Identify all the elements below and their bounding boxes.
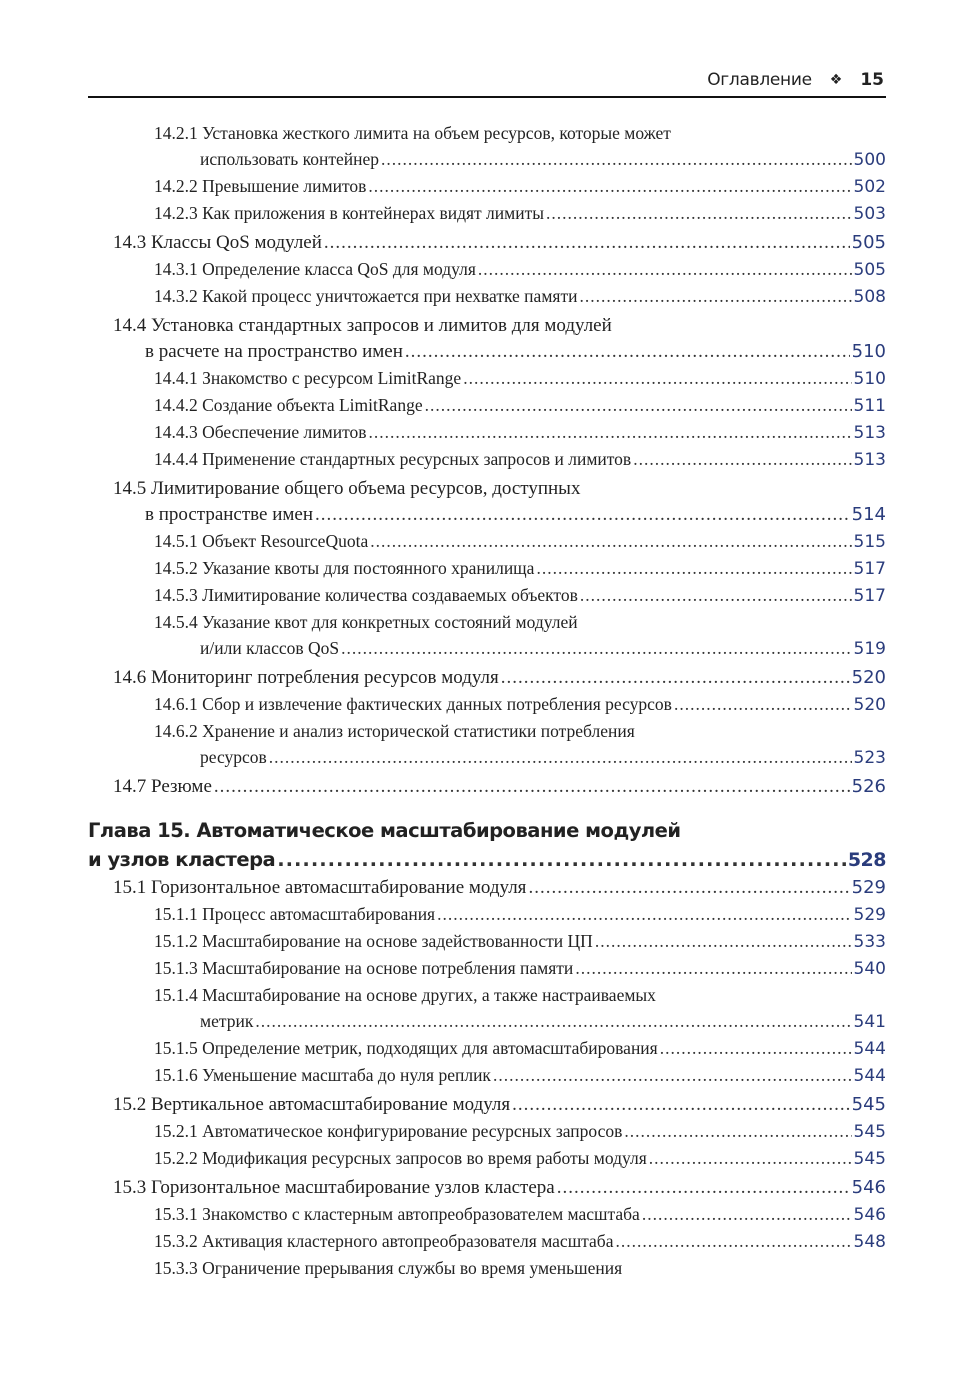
dot-leader xyxy=(501,665,850,691)
toc-entry-line xyxy=(113,1092,886,1118)
toc-page-number[interactable]: 503 xyxy=(853,204,886,224)
toc-page-number[interactable]: 533 xyxy=(853,932,886,952)
toc-entry-line xyxy=(154,528,886,555)
toc-subsection-entry[interactable] xyxy=(88,256,886,283)
toc-subsection-entry[interactable] xyxy=(88,1228,886,1255)
toc-subsection-entry[interactable] xyxy=(88,691,886,718)
toc-subsection-entry[interactable] xyxy=(88,173,886,200)
dot-leader xyxy=(579,283,851,309)
toc-section-entry[interactable] xyxy=(88,1175,886,1201)
toc-page-number[interactable]: 519 xyxy=(853,639,886,659)
four-diamond-ornament-icon: ❖ xyxy=(829,72,843,88)
toc-entry-title: Глава 15. Автоматическое масштабирование модулей xyxy=(88,819,681,842)
toc-entry-title: 14.4.1 Знакомство с ресурсом LimitRange xyxy=(154,368,462,388)
toc-entry-line xyxy=(154,365,886,392)
toc-subsection-entry[interactable] xyxy=(88,555,886,582)
toc-entry-line xyxy=(154,1118,886,1145)
toc-page-number[interactable]: 545 xyxy=(853,1149,886,1169)
dot-leader xyxy=(315,502,850,528)
toc-entry-title: 14.6.1 Сбор и извлечение фактических данных потребления ресурсов xyxy=(154,694,672,714)
toc-page-number[interactable]: 544 xyxy=(853,1066,886,1086)
toc-page-number[interactable]: 515 xyxy=(853,532,886,552)
toc-entry-title: 14.5 Лимитирование общего объема ресурсов, доступных xyxy=(113,478,581,499)
toc-page-number[interactable]: 526 xyxy=(851,776,886,797)
dot-leader xyxy=(255,1008,851,1034)
toc-page-number[interactable]: 510 xyxy=(853,369,886,389)
toc-entry-line xyxy=(154,555,886,582)
dot-leader xyxy=(674,691,852,717)
toc-subsection-entry[interactable] xyxy=(88,392,886,419)
dot-leader xyxy=(575,955,851,981)
dot-leader xyxy=(369,419,852,445)
dot-leader xyxy=(277,845,846,874)
toc-entry-title: 14.2.2 Превышение лимитов xyxy=(154,176,367,196)
toc-entry-line xyxy=(154,1035,886,1062)
toc-entry-line xyxy=(113,875,886,901)
toc-subsection-entry[interactable] xyxy=(88,446,886,473)
dot-leader xyxy=(269,744,852,770)
toc-entry-line xyxy=(154,419,886,446)
toc-entry-line xyxy=(113,502,886,528)
toc-subsection-entry[interactable] xyxy=(88,982,886,1035)
toc-entry-title: 14.2.1 Установка жесткого лимита на объем ресурсов, которые может xyxy=(154,123,671,143)
toc-subsection-entry[interactable] xyxy=(88,528,886,555)
toc-page-number[interactable]: 520 xyxy=(851,667,886,688)
toc-page-number[interactable]: 517 xyxy=(853,559,886,579)
toc-entry-line xyxy=(88,845,886,875)
toc-section-entry[interactable] xyxy=(88,476,886,528)
toc-entry-line xyxy=(154,982,886,1008)
toc-subsection-entry[interactable] xyxy=(88,1118,886,1145)
toc-subsection-entry[interactable] xyxy=(88,1201,886,1228)
toc-entry-line xyxy=(154,718,886,744)
toc-entry-line xyxy=(154,635,886,662)
toc-section-entry[interactable] xyxy=(88,230,886,256)
toc-entry-title: 14.6.2 Хранение и анализ исторической статистики потребления xyxy=(154,721,635,741)
toc-entry-line xyxy=(154,120,886,146)
dot-leader xyxy=(368,173,851,199)
toc-entry-title: 15.1.6 Уменьшение масштаба до нуля реплик xyxy=(154,1065,491,1085)
toc-subsection-entry[interactable] xyxy=(88,200,886,227)
toc-page-number[interactable]: 548 xyxy=(853,1232,886,1252)
dot-leader xyxy=(633,446,851,472)
toc-entry-title: 15.1 Горизонтальное автомасштабирование модуля xyxy=(113,877,527,898)
toc-entry-title: 14.2.3 Как приложения в контейнерах видят лимиты xyxy=(154,203,544,223)
toc-entry-line xyxy=(154,146,886,173)
toc-page-number[interactable]: 520 xyxy=(853,695,886,715)
toc-entry-title: 15.2.1 Автоматическое конфигурирование ресурсных запросов xyxy=(154,1121,623,1141)
dot-leader xyxy=(642,1201,852,1227)
toc-subsection-entry[interactable] xyxy=(88,1035,886,1062)
toc-entry-line xyxy=(154,283,886,310)
toc-entry-title: 14.5.4 Указание квот для конкретных состояний модулей xyxy=(154,612,578,632)
toc-entry-title: 15.1.4 Масштабирование на основе других, а также настраиваемых xyxy=(154,985,656,1005)
toc-subsection-entry[interactable] xyxy=(88,582,886,609)
dot-leader xyxy=(463,365,851,391)
toc-page-number[interactable]: 505 xyxy=(853,260,886,280)
toc-entry-title: в расчете на пространство имен xyxy=(145,341,403,362)
toc-entry-title: 15.2.2 Модификация ресурсных запросов во время работы модуля xyxy=(154,1148,647,1168)
toc-entry-line xyxy=(154,928,886,955)
toc-entry-title: 15.3 Горизонтальное масштабирование узлов кластера xyxy=(113,1177,555,1198)
toc-entry-title: 15.3.2 Активация кластерного автопреобразователя масштаба xyxy=(154,1231,614,1251)
toc-entry-line xyxy=(154,1228,886,1255)
toc-entry-line xyxy=(113,665,886,691)
running-header xyxy=(88,68,886,98)
toc-entry-title: 15.1.1 Процесс автомасштабирования xyxy=(154,904,436,924)
dot-leader xyxy=(324,230,850,256)
toc-subsection-entry[interactable] xyxy=(88,928,886,955)
dot-leader xyxy=(649,1145,852,1171)
toc-page-number[interactable]: 545 xyxy=(851,1094,886,1115)
toc-entry-title: 14.4.3 Обеспечение лимитов xyxy=(154,422,367,442)
toc-page-number[interactable]: 545 xyxy=(853,1122,886,1142)
toc-subsection-entry[interactable] xyxy=(88,283,886,310)
toc-subsection-entry[interactable] xyxy=(88,901,886,928)
toc-page-number[interactable]: 514 xyxy=(851,504,886,525)
toc-entry-title: 15.1.5 Определение метрик, подходящих для автомасштабирования xyxy=(154,1038,658,1058)
toc-entry-line xyxy=(154,1255,886,1281)
dot-leader xyxy=(493,1062,852,1088)
toc-entry-title: 14.3 Классы QoS модулей xyxy=(113,232,322,253)
toc-entry-title: 14.5.3 Лимитирование количества создаваемых объектов xyxy=(154,585,578,605)
toc-entry-title: 14.5.1 Объект ResourceQuota xyxy=(154,531,369,551)
dot-leader xyxy=(580,582,852,608)
toc-subsection-entry[interactable] xyxy=(88,120,886,173)
toc-entry-line xyxy=(154,1008,886,1035)
toc-entry-title: в пространстве имен xyxy=(145,504,314,525)
toc-entry-line xyxy=(154,609,886,635)
toc-page-number[interactable]: 541 xyxy=(853,1012,886,1032)
toc-page-number[interactable]: 540 xyxy=(853,959,886,979)
toc-entry-title: 15.3.3 Ограничение прерывания службы во время уменьшения xyxy=(154,1258,623,1278)
toc-subsection-entry[interactable] xyxy=(88,955,886,982)
toc-entry-title: 15.3.1 Знакомство с кластерным автопреобразователем масштаба xyxy=(154,1204,640,1224)
dot-leader xyxy=(595,928,852,954)
toc-entry-title: 14.4.4 Применение стандартных ресурсных запросов и лимитов xyxy=(154,449,632,469)
toc-entry-title: 14.4.2 Создание объекта LimitRange xyxy=(154,395,423,415)
toc-entry-line xyxy=(113,774,886,800)
toc-page-number[interactable]: 500 xyxy=(853,150,886,170)
toc-entry-title: и/или классов QoS xyxy=(200,638,340,658)
toc-entry-title: метрик xyxy=(200,1011,254,1031)
toc-page-number[interactable]: 505 xyxy=(851,232,886,253)
dot-leader xyxy=(425,392,852,418)
dot-leader xyxy=(615,1228,851,1254)
toc-entry-line xyxy=(154,744,886,771)
toc-subsection-entry[interactable] xyxy=(88,1062,886,1089)
toc-entry-title: использовать контейнер xyxy=(200,149,380,169)
toc-entry-line xyxy=(154,901,886,928)
toc-entry-title: 14.4 Установка стандартных запросов и лимитов для модулей xyxy=(113,315,612,336)
toc-entry-line xyxy=(113,339,886,365)
dot-leader xyxy=(370,528,851,554)
toc-entry-line xyxy=(113,1175,886,1201)
dot-leader xyxy=(536,555,851,581)
dot-leader xyxy=(512,1092,850,1118)
dot-leader xyxy=(214,774,850,800)
toc-page-number[interactable]: 523 xyxy=(853,748,886,768)
toc-entry-title: 15.1.3 Масштабирование на основе потребления памяти xyxy=(154,958,574,978)
dot-leader xyxy=(624,1118,851,1144)
toc-section-entry[interactable] xyxy=(88,1092,886,1118)
toc-entry-line xyxy=(113,230,886,256)
toc-entry-line xyxy=(113,313,886,339)
page-number: 15 xyxy=(860,70,884,90)
toc-page-number[interactable]: 544 xyxy=(853,1039,886,1059)
toc-subsection-entry[interactable] xyxy=(88,609,886,662)
toc-page-number[interactable]: 529 xyxy=(851,877,886,898)
toc-entry-line xyxy=(154,582,886,609)
toc-section-entry[interactable] xyxy=(88,875,886,901)
toc-subsection-entry[interactable] xyxy=(88,1255,886,1281)
dot-leader xyxy=(660,1035,852,1061)
dot-leader xyxy=(546,200,852,226)
dot-leader xyxy=(341,635,851,661)
toc-entry-line xyxy=(154,200,886,227)
toc-entry-line xyxy=(154,173,886,200)
toc-entry-line xyxy=(113,476,886,502)
running-header-title: Оглавление xyxy=(707,70,812,90)
dot-leader xyxy=(405,339,850,365)
toc-entry-title: 14.7 Резюме xyxy=(113,776,212,797)
toc-entry-line xyxy=(154,1145,886,1172)
dot-leader xyxy=(381,146,852,172)
toc-entry-title: 14.3.1 Определение класса QoS для модуля xyxy=(154,259,476,279)
toc-entry-title: ресурсов xyxy=(200,747,267,767)
toc-page-number[interactable]: 517 xyxy=(853,586,886,606)
toc-section-entry[interactable] xyxy=(88,665,886,691)
table-of-contents xyxy=(88,120,886,1281)
dot-leader xyxy=(557,1175,850,1201)
toc-section-entry[interactable] xyxy=(88,313,886,365)
toc-subsection-entry[interactable] xyxy=(88,419,886,446)
toc-entry-line xyxy=(154,1201,886,1228)
toc-entry-line xyxy=(154,256,886,283)
toc-section-entry[interactable] xyxy=(88,774,886,800)
toc-subsection-entry[interactable] xyxy=(88,1145,886,1172)
toc-page-number[interactable]: 513 xyxy=(853,450,886,470)
dot-leader xyxy=(528,875,849,901)
toc-page-number[interactable]: 546 xyxy=(853,1205,886,1225)
toc-page-number[interactable]: 528 xyxy=(847,849,886,871)
toc-subsection-entry[interactable] xyxy=(88,365,886,392)
toc-entry-line xyxy=(154,446,886,473)
toc-entry-line xyxy=(154,691,886,718)
dot-leader xyxy=(478,256,852,282)
toc-entry-line xyxy=(154,392,886,419)
toc-page-number[interactable]: 546 xyxy=(851,1177,886,1198)
toc-entry-title: 14.6 Мониторинг потребления ресурсов модуля xyxy=(113,667,499,688)
toc-page-number[interactable]: 529 xyxy=(853,905,886,925)
toc-page-number[interactable]: 511 xyxy=(853,396,886,416)
dot-leader xyxy=(437,901,851,927)
toc-page-number[interactable]: 502 xyxy=(853,177,886,197)
toc-entry-title: 14.5.2 Указание квоты для постоянного хранилища xyxy=(154,558,535,578)
toc-chapter-entry[interactable] xyxy=(88,816,886,875)
toc-entry-title: 15.2 Вертикальное автомасштабирование модуля xyxy=(113,1094,511,1115)
toc-entry-title: 14.3.2 Какой процесс уничтожается при нехватке памяти xyxy=(154,286,578,306)
toc-entry-line xyxy=(88,816,886,845)
toc-page-number[interactable]: 510 xyxy=(851,341,886,362)
toc-page-number[interactable]: 513 xyxy=(853,423,886,443)
toc-entry-title: 15.1.2 Масштабирование на основе задействованности ЦП xyxy=(154,931,593,951)
toc-subsection-entry[interactable] xyxy=(88,718,886,771)
toc-entry-line xyxy=(154,1062,886,1089)
toc-entry-title: и узлов кластера xyxy=(88,848,276,871)
toc-page-number[interactable]: 508 xyxy=(853,287,886,307)
toc-entry-line xyxy=(154,955,886,982)
